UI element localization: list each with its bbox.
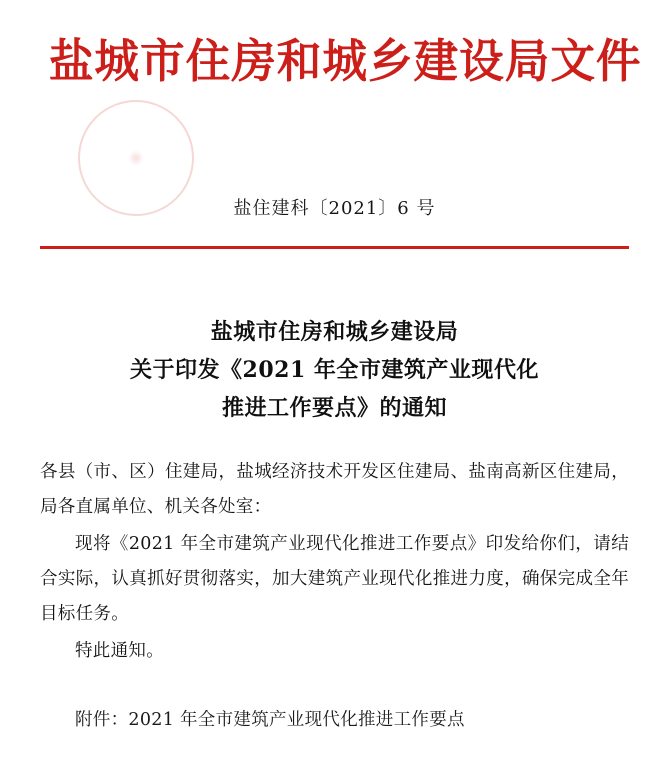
attachment-line: 附件：2021 年全市建筑产业现代化推进工作要点 bbox=[75, 710, 465, 730]
document-title bbox=[40, 313, 629, 427]
title-line-3: 推进工作要点》的通知 bbox=[221, 395, 447, 421]
paragraph-main: 现将《2021 年全市建筑产业现代化推进工作要点》印发给你们，请结合实际，认真抓好贯彻落实，加大建筑产业现代化推进力度，确保完成全年目标任务。 bbox=[40, 534, 629, 624]
document-number: 盐住建科〔2021〕6 号 bbox=[233, 198, 436, 219]
paragraph-closing: 特此通知。 bbox=[75, 641, 164, 661]
document-body bbox=[40, 455, 629, 669]
masthead-title: 盐城市住房和城乡建设局文件 bbox=[48, 34, 642, 88]
red-divider-rule bbox=[40, 246, 629, 249]
document-masthead bbox=[40, 0, 642, 102]
title-line-2: 关于印发《2021 年全市建筑产业现代化 bbox=[130, 357, 539, 383]
paragraph-salutation: 各县（市、区）住建局，盐城经济技术开发区住建局、盐南高新区住建局，局各直属单位、机关各处室： bbox=[40, 462, 629, 517]
title-line-1: 盐城市住房和城乡建设局 bbox=[210, 319, 459, 345]
